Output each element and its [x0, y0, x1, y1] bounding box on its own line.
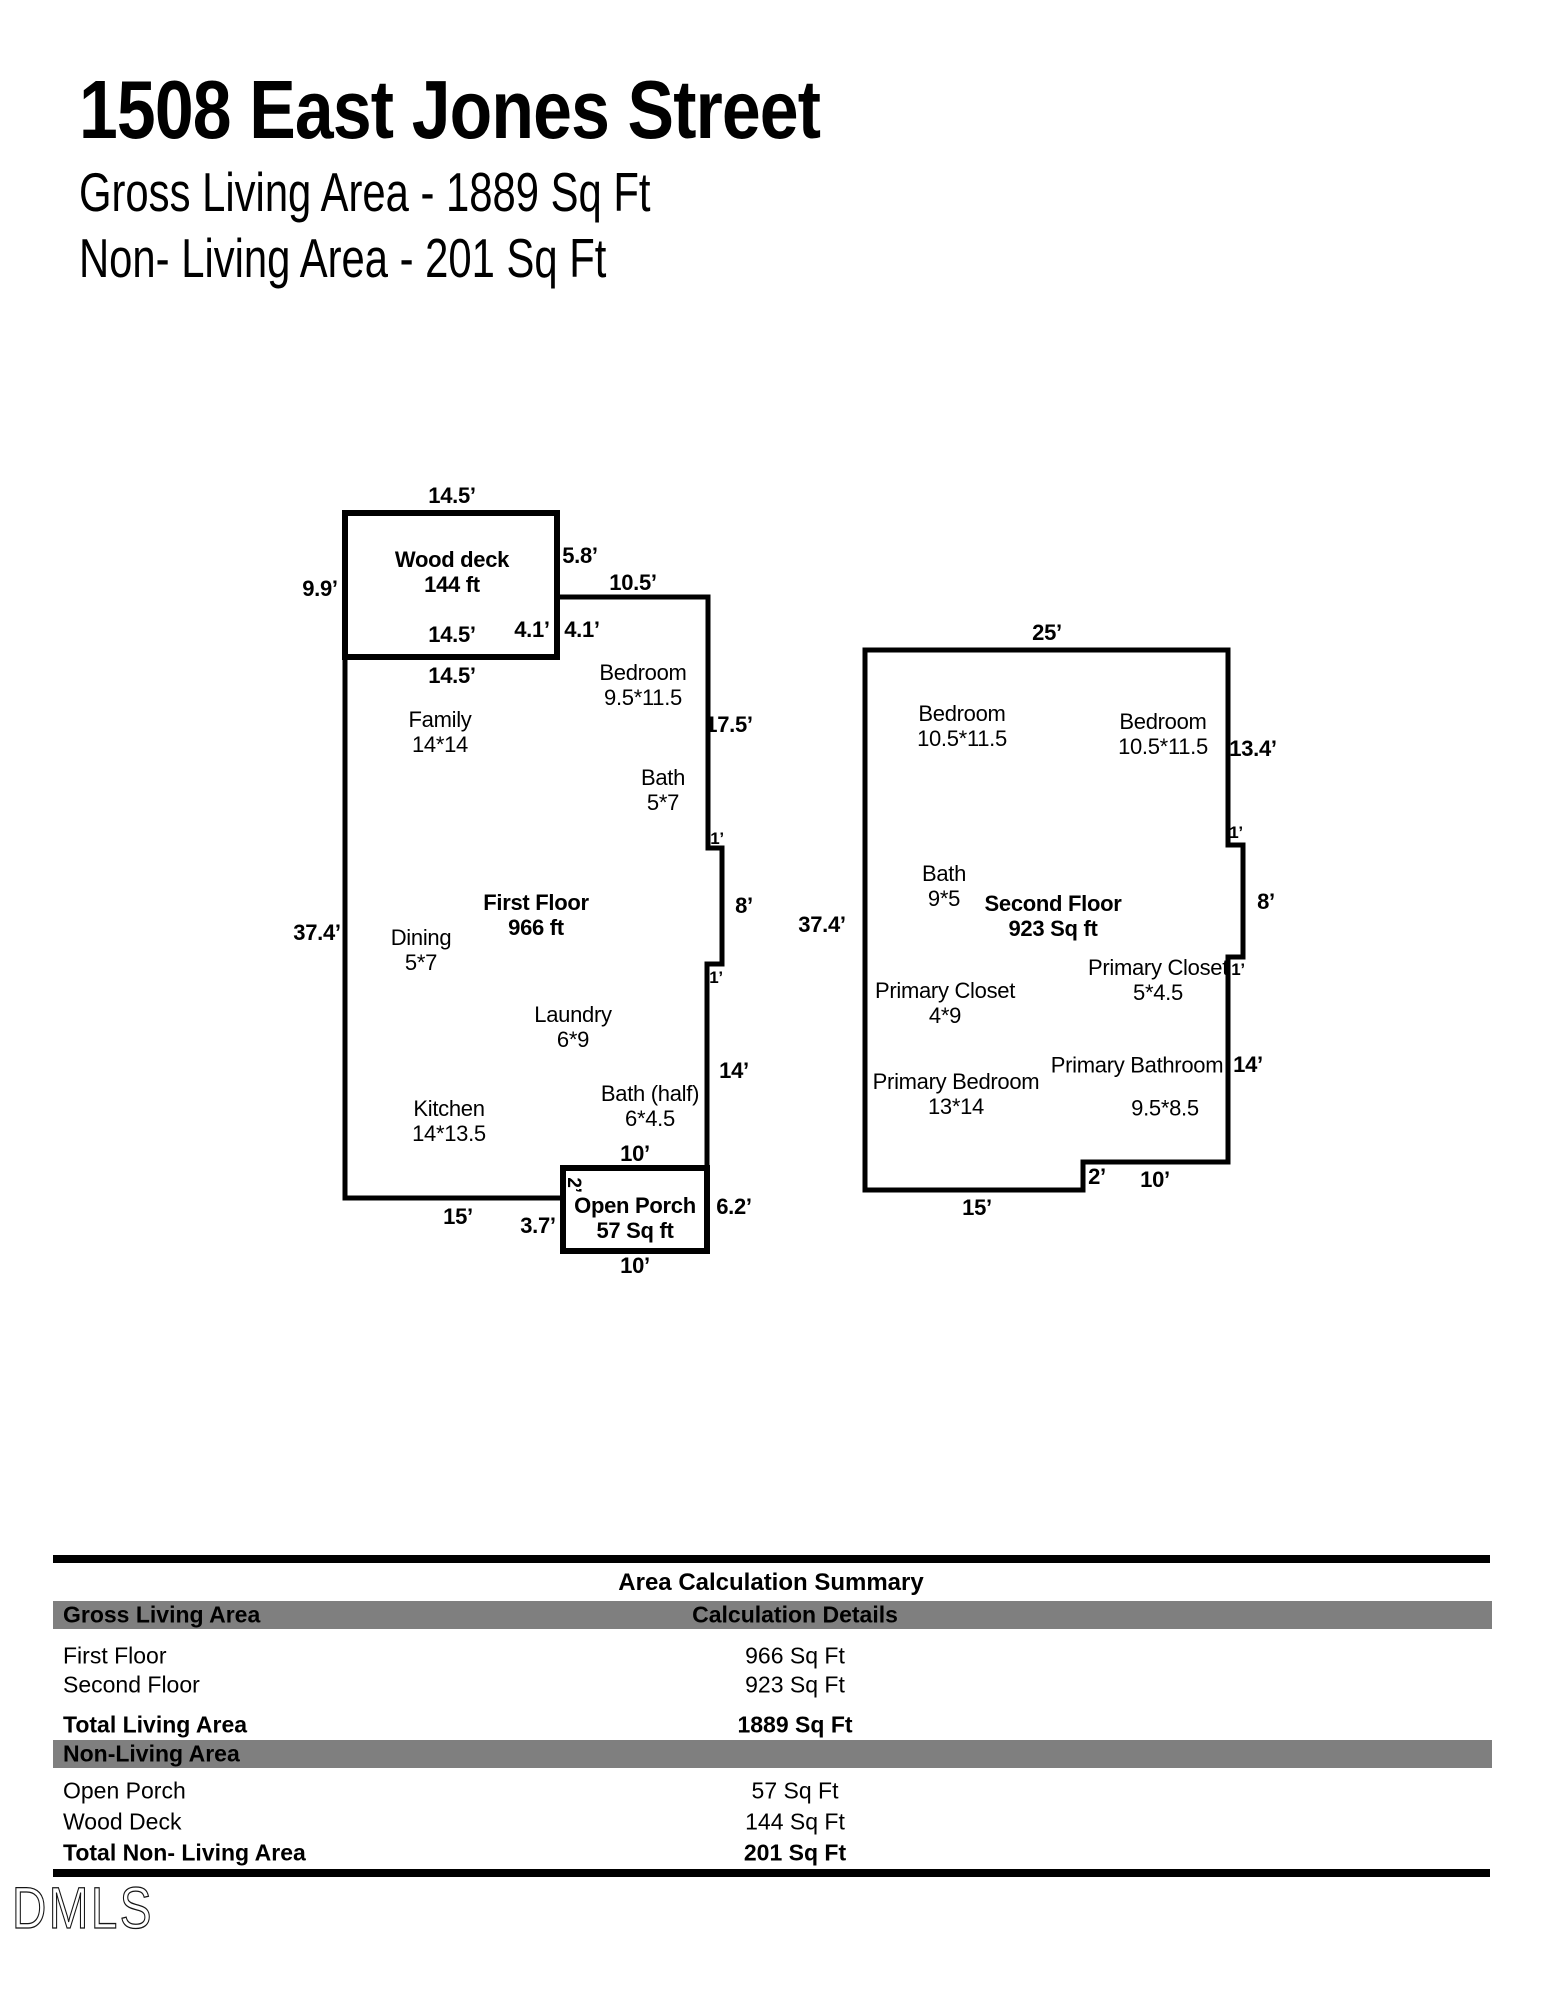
room-name: Primary Closet — [874, 978, 1016, 1003]
sf-dim-notch-right: 8’ — [1257, 889, 1275, 914]
table-col2-header: Calculation Details — [692, 1601, 898, 1628]
wood-deck-label — [395, 547, 509, 597]
dmls-logo: DMLS — [12, 1876, 154, 1942]
ff-room-bedroom — [599, 660, 686, 710]
ff-room-family — [409, 707, 472, 757]
table-title: Area Calculation Summary — [618, 1569, 924, 1596]
sf-room-bedroom-left — [917, 701, 1007, 751]
ff-dim-porch-left-lower: 3.7’ — [520, 1213, 556, 1238]
ff-dim-porch-left-upper: 2’ — [563, 1177, 584, 1193]
first-floor-title — [483, 890, 588, 940]
table-section-band — [53, 1740, 1492, 1768]
ff-room-kitchen — [412, 1096, 486, 1146]
ff-dim-left: 37.4’ — [293, 920, 341, 945]
sf-dim-bottom: 15’ — [962, 1195, 992, 1220]
table-row-value-total-nonliving: 201 Sq Ft — [743, 1839, 847, 1866]
open-porch-label — [574, 1193, 696, 1243]
room-size: 5*7 — [404, 950, 438, 975]
room-name: Bath — [640, 765, 686, 790]
room-name: Bedroom — [1119, 709, 1207, 734]
ff-room-dining — [391, 925, 452, 975]
room-name: Bath — [921, 861, 967, 886]
table-row-label: Second Floor — [63, 1671, 200, 1698]
ff-room-bath-half — [601, 1081, 699, 1131]
floor-name: Second Floor — [984, 891, 1122, 916]
table-row-label-total-nonliving: Total Non- Living Area — [63, 1839, 306, 1866]
table-section-header: Non-Living Area — [63, 1740, 240, 1767]
room-name: Primary Closet — [1087, 955, 1229, 980]
sf-room-bath — [922, 861, 966, 911]
room-name: Kitchen — [413, 1096, 485, 1121]
page-title: 1508 East Jones Street — [79, 63, 821, 156]
room-size: 5*7 — [646, 790, 680, 815]
ff-dim-top-right: 10.5’ — [609, 570, 657, 595]
open-porch-name: Open Porch — [574, 1193, 696, 1218]
sf-room-primary-bedroom — [873, 1069, 1040, 1119]
room-size: 10.5*11.5 — [917, 726, 1007, 751]
room-size: 13*14 — [927, 1094, 984, 1119]
sf-room-primary-closet-left — [875, 978, 1015, 1028]
ff-dim-deck-right-inside: 4.1’ — [514, 617, 550, 642]
ff-dim-bottom: 15’ — [443, 1204, 473, 1229]
sf-dim-left: 37.4’ — [798, 912, 846, 937]
ff-dim-deck-right-outside: 4.1’ — [564, 617, 600, 642]
sf-dim-notch-bottom: 1’ — [1231, 960, 1245, 979]
table-row-label: Wood Deck — [63, 1808, 182, 1835]
ff-dim-notch-top: 1’ — [710, 829, 724, 848]
sf-dim-right-lower: 14’ — [1233, 1052, 1263, 1077]
ff-dim-right-upper: 17.5’ — [705, 712, 753, 737]
table-top-rule — [53, 1555, 1490, 1563]
floor-area: 923 Sq ft — [1008, 916, 1098, 941]
room-name: Family — [408, 707, 472, 732]
ff-room-bath — [641, 765, 685, 815]
room-size: 5*4.5 — [1133, 980, 1183, 1005]
ff-dim-deck-left: 9.9’ — [302, 576, 338, 601]
table-row-value: 57 Sq Ft — [751, 1777, 839, 1804]
sf-room-primary-closet-right — [1088, 955, 1228, 1005]
room-size: 4*9 — [928, 1003, 962, 1028]
sf-dim-right-upper: 13.4’ — [1229, 736, 1277, 761]
room-size: 14*13.5 — [412, 1121, 486, 1146]
ff-dim-deck-right-upper: 5.8’ — [562, 543, 598, 568]
ff-dim-deck-top: 14.5’ — [428, 483, 476, 508]
table-row-value: 144 Sq Ft — [745, 1808, 845, 1835]
room-size: 6*9 — [556, 1027, 590, 1052]
ff-dim-porch-top: 10’ — [620, 1141, 650, 1166]
floor-area: 966 ft — [508, 915, 564, 940]
table-bottom-rule — [53, 1869, 1490, 1877]
room-size: 9*5 — [927, 886, 961, 911]
table-row-label: Open Porch — [63, 1777, 186, 1804]
room-name: Laundry — [534, 1002, 612, 1027]
ff-dim-notch-bottom: 1’ — [709, 968, 723, 987]
sf-dim-step: 2’ — [1088, 1164, 1106, 1189]
room-name: Bath (half) — [600, 1081, 700, 1106]
room-size: 10.5*11.5 — [1118, 734, 1208, 759]
open-porch-area: 57 Sq ft — [596, 1218, 674, 1243]
wood-deck-name: Wood deck — [394, 547, 510, 572]
table-row-label: First Floor — [63, 1642, 167, 1669]
non-living-subtitle: Non- Living Area - 201 Sq Ft — [79, 227, 607, 289]
ff-dim-right-lower: 14’ — [719, 1058, 749, 1083]
room-size: 6*4.5 — [625, 1106, 675, 1131]
sf-room-bedroom-right — [1118, 709, 1208, 759]
table-row-value: 923 Sq Ft — [745, 1671, 845, 1698]
table-col1-header: Gross Living Area — [63, 1601, 261, 1628]
sf-room-primary-bathroom-size: 9.5*8.5 — [1131, 1095, 1199, 1121]
room-name: Dining — [390, 925, 452, 950]
sf-dim-top: 25’ — [1032, 620, 1062, 645]
ff-room-laundry — [534, 1002, 611, 1052]
sf-dim-bottom-right: 10’ — [1140, 1167, 1170, 1192]
second-floor-title — [985, 891, 1122, 941]
room-name: Bedroom — [599, 660, 687, 685]
table-row-value-total-living: 1889 Sq Ft — [737, 1711, 853, 1738]
gross-living-subtitle: Gross Living Area - 1889 Sq Ft — [79, 161, 651, 223]
wood-deck-area: 144 ft — [424, 572, 480, 597]
ff-dim-notch-right: 8’ — [735, 893, 753, 918]
ff-dim-top-wall: 14.5’ — [428, 663, 476, 688]
table-row-label-total-living: Total Living Area — [63, 1711, 248, 1738]
room-size: 9.5*11.5 — [604, 685, 682, 710]
ff-dim-porch-bottom: 10’ — [620, 1253, 650, 1278]
sf-dim-notch-top: 1’ — [1229, 823, 1243, 842]
sf-room-primary-bathroom-name: Primary Bathroom — [1050, 1052, 1224, 1078]
table-row-value: 966 Sq Ft — [745, 1642, 845, 1669]
room-name: Primary Bedroom — [872, 1069, 1040, 1094]
room-name: Bedroom — [918, 701, 1006, 726]
floor-name: First Floor — [483, 890, 589, 915]
room-size: 14*14 — [411, 732, 469, 757]
ff-dim-porch-right: 6.2’ — [716, 1194, 752, 1219]
ff-dim-deck-bottom-inside: 14.5’ — [428, 622, 476, 647]
